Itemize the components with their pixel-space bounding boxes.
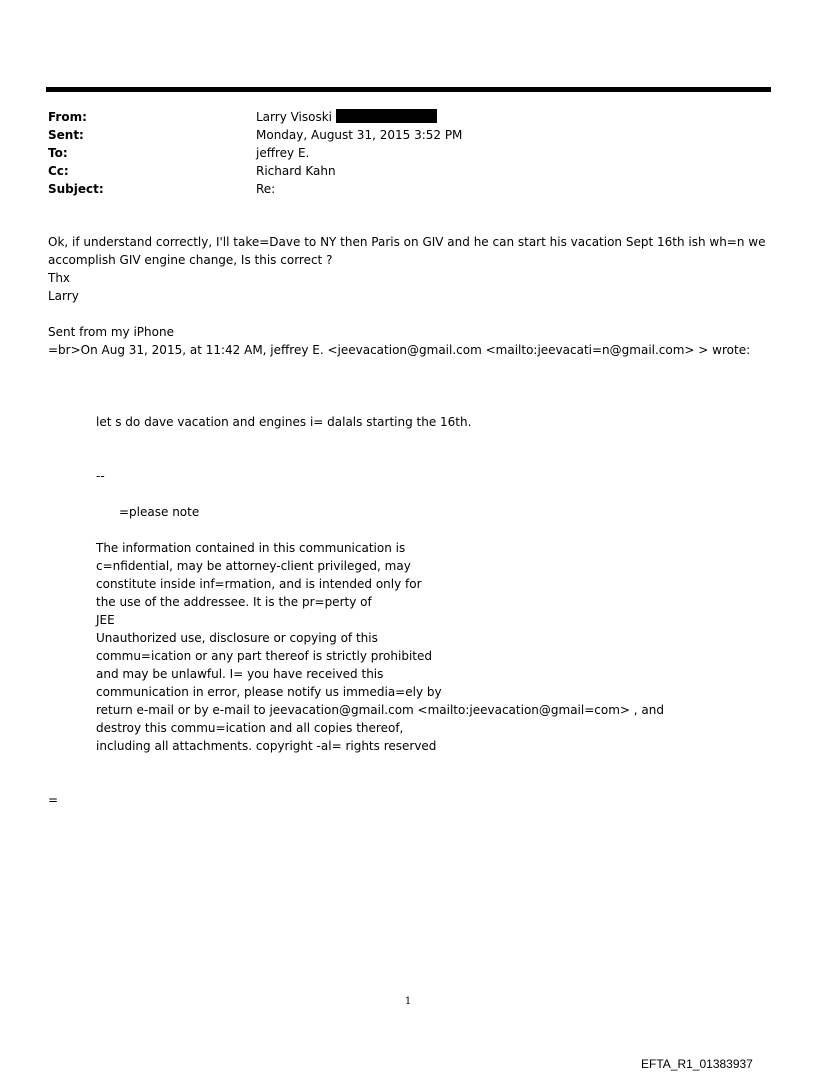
to-row [48,144,748,162]
disclaimer-line: c=nfidential, may be attorney-client privileged, may [96,559,411,573]
subject-label: Subject: [48,182,104,196]
quoted-line: let s do dave vacation and engines i= dalals starting the 16th. [96,415,472,429]
quoted-message [96,413,471,431]
body-line: Larry [48,289,79,303]
to-value: jeffrey E. [256,146,310,160]
sent-from-line: Sent from my iPhone [48,325,174,339]
from-row [48,108,748,126]
subject-value: Re: [256,182,276,196]
disclaimer-line: destroy this commu=ication and all copies thereof, [96,721,404,735]
trailing-text: = [48,793,59,807]
trailing-char [48,791,58,809]
disclaimer-line: return e-mail or by e-mail to jeevacation@gmail.com <mailto:jeevacation@gmail=com> , and [96,703,664,717]
disclaimer-line: communication in error, please notify us immedia=ely by [96,685,442,699]
disclaimer-line: including all attachments. copyright -al= rights reserved [96,739,437,753]
from-value: Larry Visoski [256,110,333,124]
email-header [48,108,748,198]
disclaimer-line: and may be unlawful. I= you have received this [96,667,384,681]
subject-row [48,180,748,198]
header-rule [46,87,771,92]
from-label: From: [48,110,87,124]
reply-intro-line: =br>On Aug 31, 2015, at 11:42 AM, jeffrey E. <jeevacation@gmail.com <mailto:jeevacati=n@gmail.com> > wrote: [48,343,751,357]
please-note-text: =please note [119,505,200,519]
signature-separator [96,467,105,485]
sent-from-block [48,323,750,359]
sent-label: Sent: [48,128,84,142]
please-note [119,503,199,521]
disclaimer-block [96,539,664,755]
redaction-bar [336,109,437,123]
cc-row [48,162,748,180]
body-line: accomplish GIV engine change, Is this correct ? [48,253,333,267]
sent-row [48,126,748,144]
disclaimer-line: JEE [96,613,115,627]
disclaimer-line: constitute inside inf=rmation, and is intended only for [96,577,422,591]
cc-label: Cc: [48,164,69,178]
cc-value: Richard Kahn [256,164,336,178]
from-value-wrap [256,108,437,126]
separator-text: -- [96,469,105,483]
document-id: EFTA_R1_01383937 [641,1057,753,1071]
body-line: Thx [48,271,71,285]
sent-value: Monday, August 31, 2015 3:52 PM [256,128,463,142]
disclaimer-line: commu=ication or any part thereof is strictly prohibited [96,649,432,663]
disclaimer-line: the use of the addressee. It is the pr=perty of [96,595,372,609]
disclaimer-line: The information contained in this communication is [96,541,406,555]
disclaimer-line: Unauthorized use, disclosure or copying of this [96,631,378,645]
page-number: 1 [404,996,412,1007]
to-label: To: [48,146,68,160]
body-line: Ok, if understand correctly, I'll take=Dave to NY then Paris on GIV and he can start his vacation Sept 16th ish wh=n we [48,235,766,249]
message-body [48,233,765,305]
